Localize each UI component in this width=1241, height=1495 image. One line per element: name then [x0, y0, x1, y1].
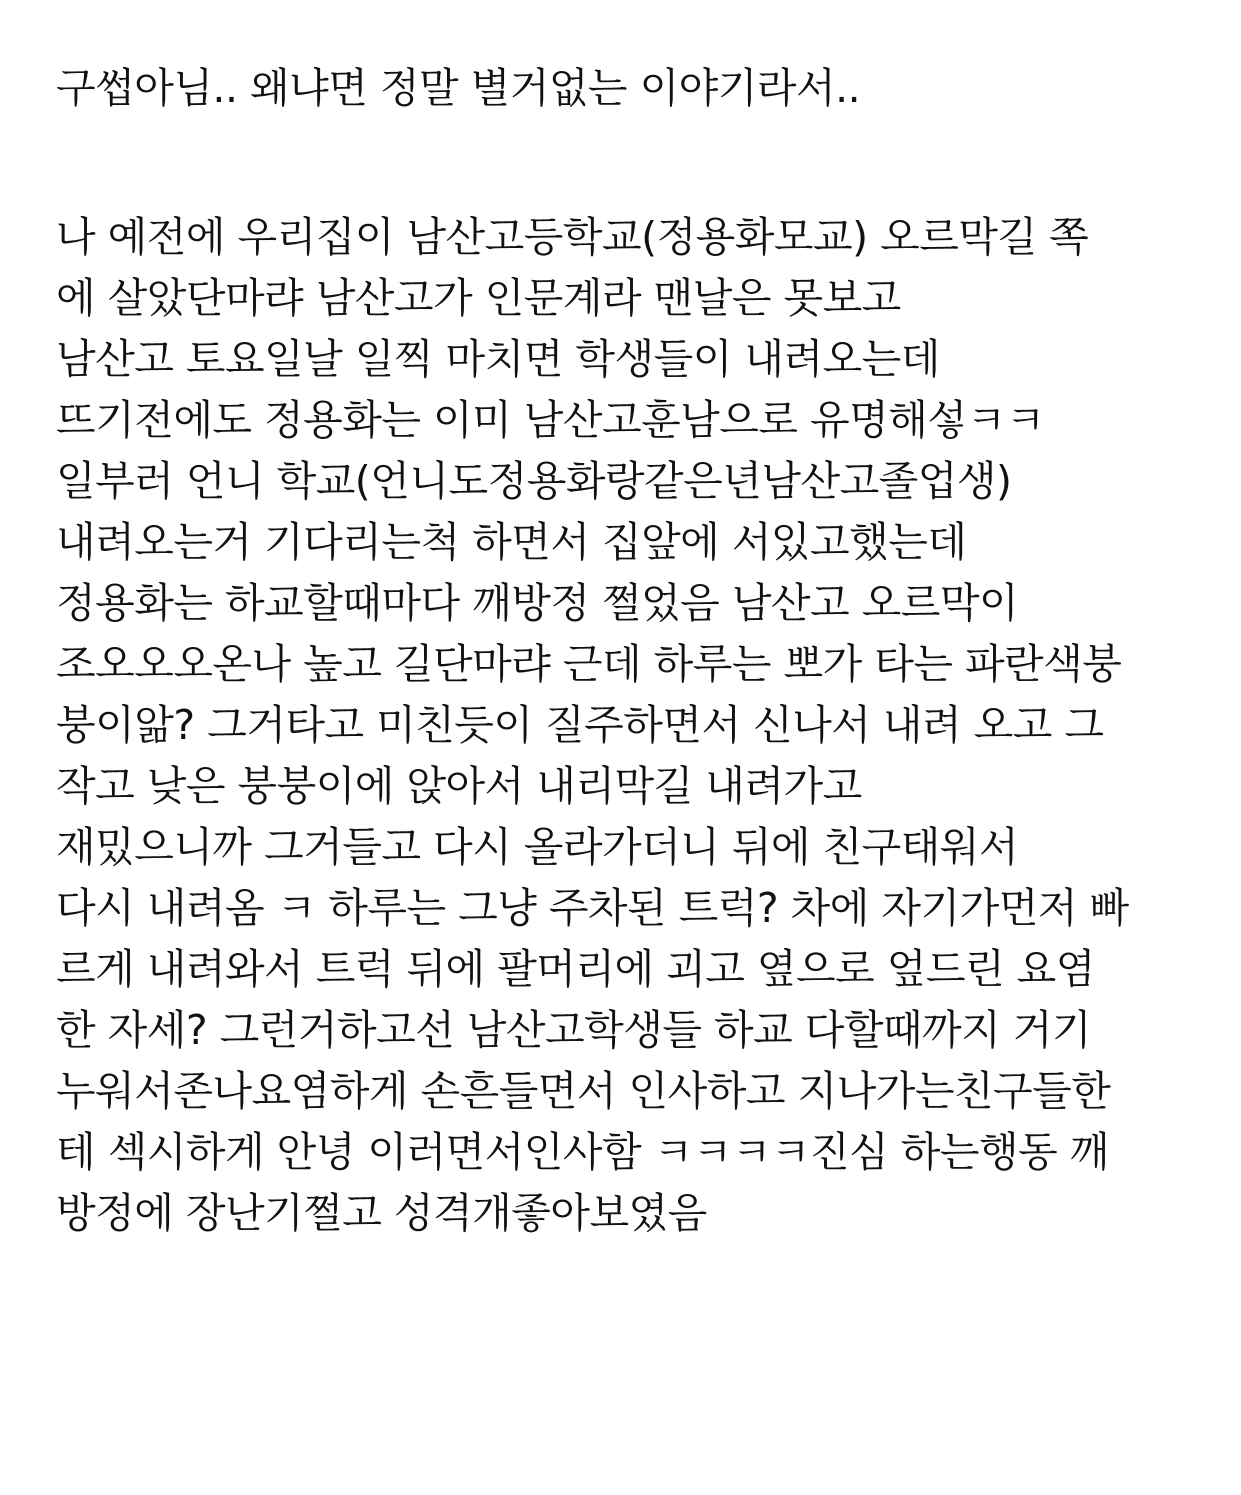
body-line: 남산고 토요일날 일찍 마치면 학생들이 내려오는데	[56, 335, 940, 383]
body-line: 재밌으니까 그거들고 다시 올라가더니 뒤에 친구태워서	[56, 823, 1019, 871]
body-line: 뜨기전에도 정용화는 이미 남산고훈남으로 유명해섷ㅋㅋ	[56, 396, 1045, 444]
body-line: 나 예전에 우리집이 남산고등학교(정용화모교) 오르막길 쪽	[56, 213, 1089, 261]
body-line: 누워서존나요염하게 손흔들면서 인사하고 지나가는친구들한	[56, 1067, 1111, 1115]
intro-line: 구썹아님.. 왜냐면 정말 별거없는 이야기라서..	[56, 64, 861, 112]
body-line: 일부러 언니 학교(언니도정용화랑같은년남산고졸업생)	[56, 457, 1012, 505]
body-line: 에 살았단마랴 남산고가 인문계라 맨날은 못보고	[56, 274, 901, 322]
body-line: 테 섹시하게 안녕 이러면서인사함 ㅋㅋㅋㅋ진심 하는행동 깨	[56, 1128, 1109, 1176]
post-text	[56, 58, 1216, 1244]
body-line: 다시 내려옴 ㅋ 하루는 그냥 주차된 트럭? 차에 자기가먼저 빠	[56, 884, 1129, 932]
body-line: 정용화는 하교할때마다 깨방정 쩔었음 남산고 오르막이	[56, 579, 1019, 627]
paragraph-gap	[56, 119, 1216, 207]
body-line: 조오오오온나 높고 길단마랴 근데 하루는 뽀가 타는 파란색붕	[56, 640, 1122, 688]
body-line: 한 자세? 그런거하고선 남산고학생들 하교 다할때까지 거기	[56, 1006, 1091, 1054]
body-line: 르게 내려와서 트럭 뒤에 팔머리에 괴고 옆으로 엎드린 요염	[56, 945, 1095, 993]
body-line: 방정에 장난기쩔고 성격개좋아보였음	[56, 1189, 707, 1237]
body-line: 붕이앎? 그거타고 미친듯이 질주하면서 신나서 내려 오고 그	[56, 701, 1104, 749]
body-line: 작고 낮은 붕붕이에 앉아서 내리막길 내려가고	[56, 762, 862, 810]
body-line: 내려오는거 기다리는척 하면서 집앞에 서있고했는데	[56, 518, 967, 566]
